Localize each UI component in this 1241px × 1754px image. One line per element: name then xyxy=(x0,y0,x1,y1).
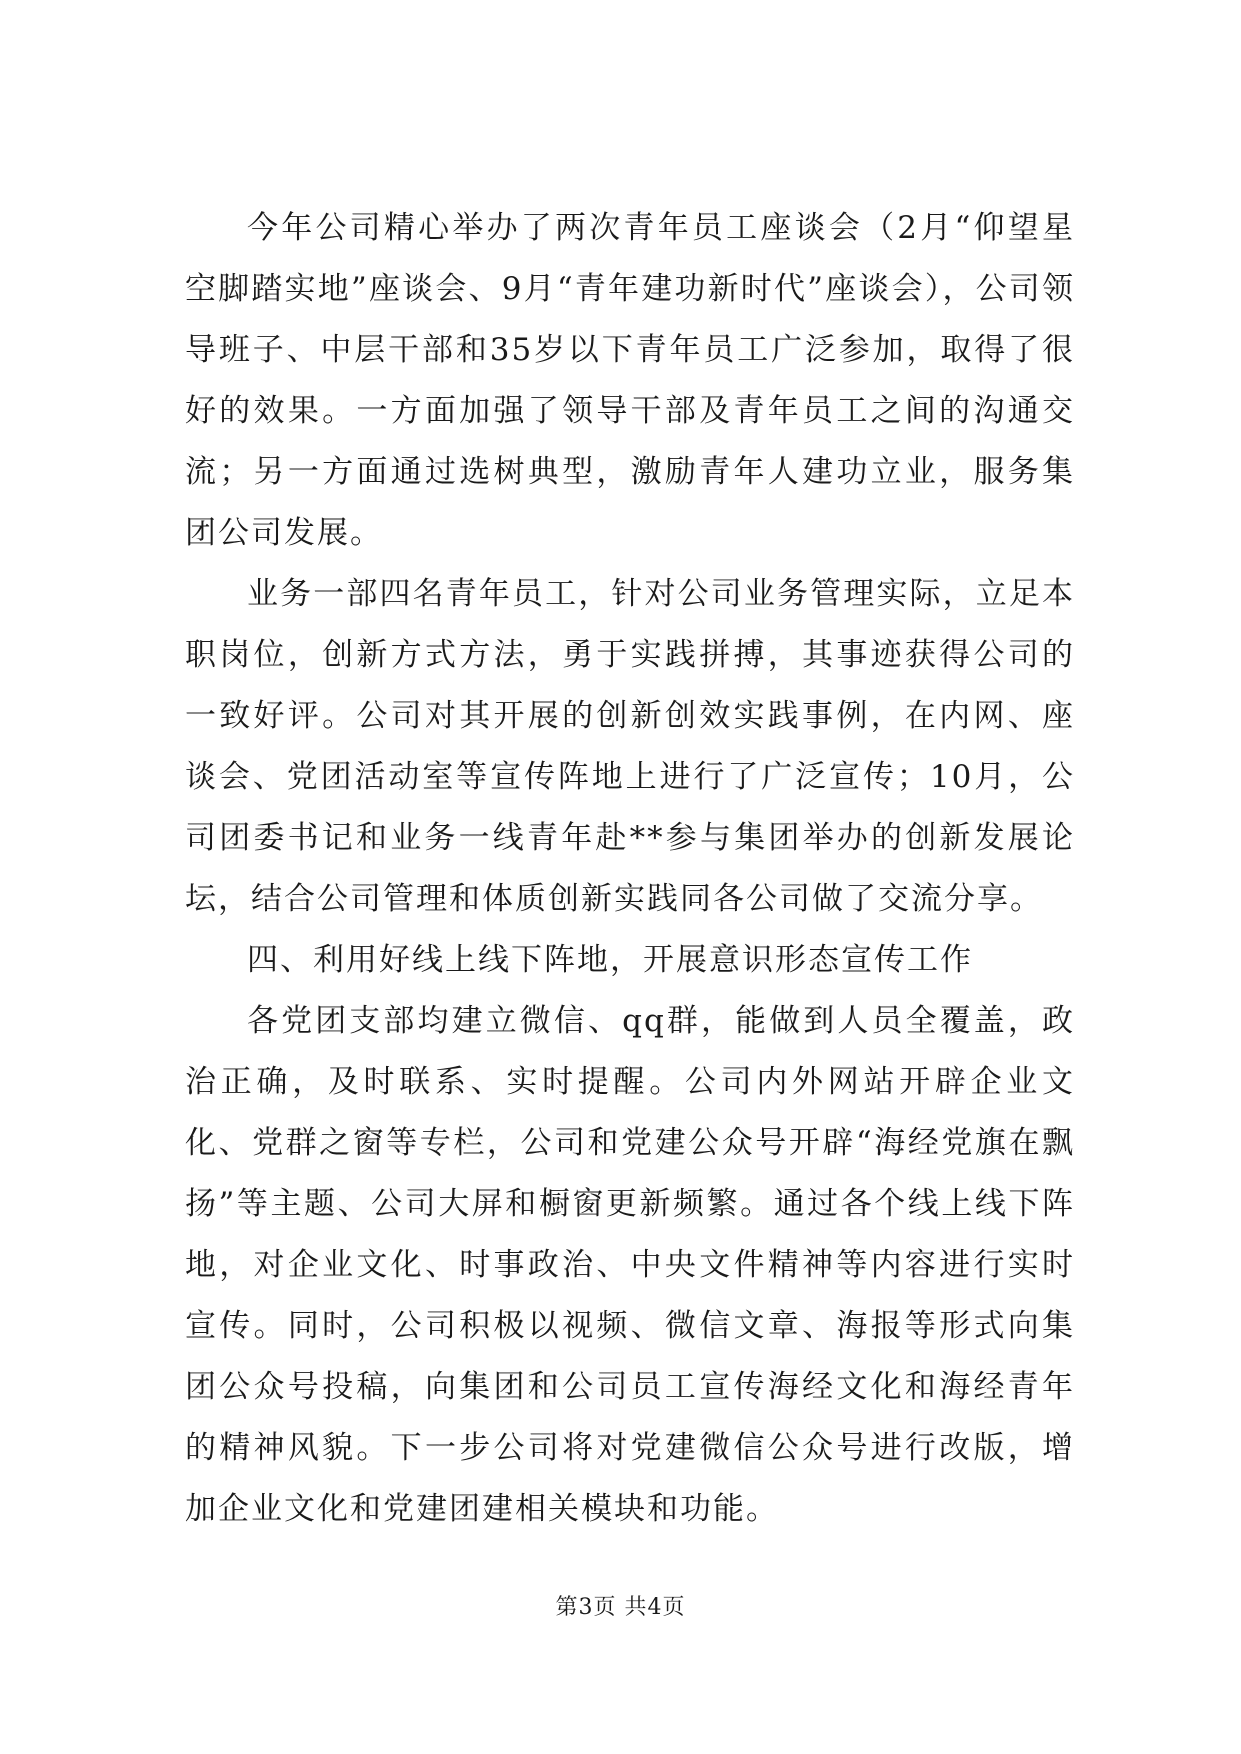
document-body xyxy=(185,198,1075,1540)
section-heading: 四、利用好线上线下阵地，开展意识形态宣传工作 xyxy=(247,942,973,978)
paragraph-youth-forum: 今年公司精心举办了两次青年员工座谈会（2月“仰望星空脚踏实地”座谈会、9月“青年建功新时代”座谈会），公司领导班子、中层干部和35岁以下青年员工广泛参加，取得了很好的效果。一方面加强了领导干部及青年员工之间的沟通交流；另一方面通过选树典型，激励青年人建功立业，服务集团公司发展。 xyxy=(185,210,1075,551)
page-footer: 第3页 共4页 xyxy=(555,1595,686,1620)
paragraph-online-offline: 各党团支部均建立微信、qq群，能做到人员全覆盖，政治正确，及时联系、实时提醒。公司内外网站开辟企业文化、党群之窗等专栏，公司和党建公众号开辟“海经党旗在飘扬”等主题、公司大屏和橱窗更新频繁。通过各个线上线下阵地，对企业文化、时事政治、中央文件精神等内容进行实时宣传。同时，公司积极以视频、微信文章、海报等形式向集团公众号投稿，向集团和公司员工宣传海经文化和海经青年的精神风貌。下一步公司将对党建微信公众号进行改版，增加企业文化和党建团建相关模块和功能。 xyxy=(185,1003,1075,1527)
paragraph-business-dept: 业务一部四名青年员工，针对公司业务管理实际，立足本职岗位，创新方式方法，勇于实践拼搏，其事迹获得公司的一致好评。公司对其开展的创新创效实践事例，在内网、座谈会、党团活动室等宣传阵地上进行了广泛宣传；10月，公司团委书记和业务一线青年赴**参与集团举办的创新发展论坛，结合公司管理和体质创新实践同各公司做了交流分享。 xyxy=(185,576,1075,917)
